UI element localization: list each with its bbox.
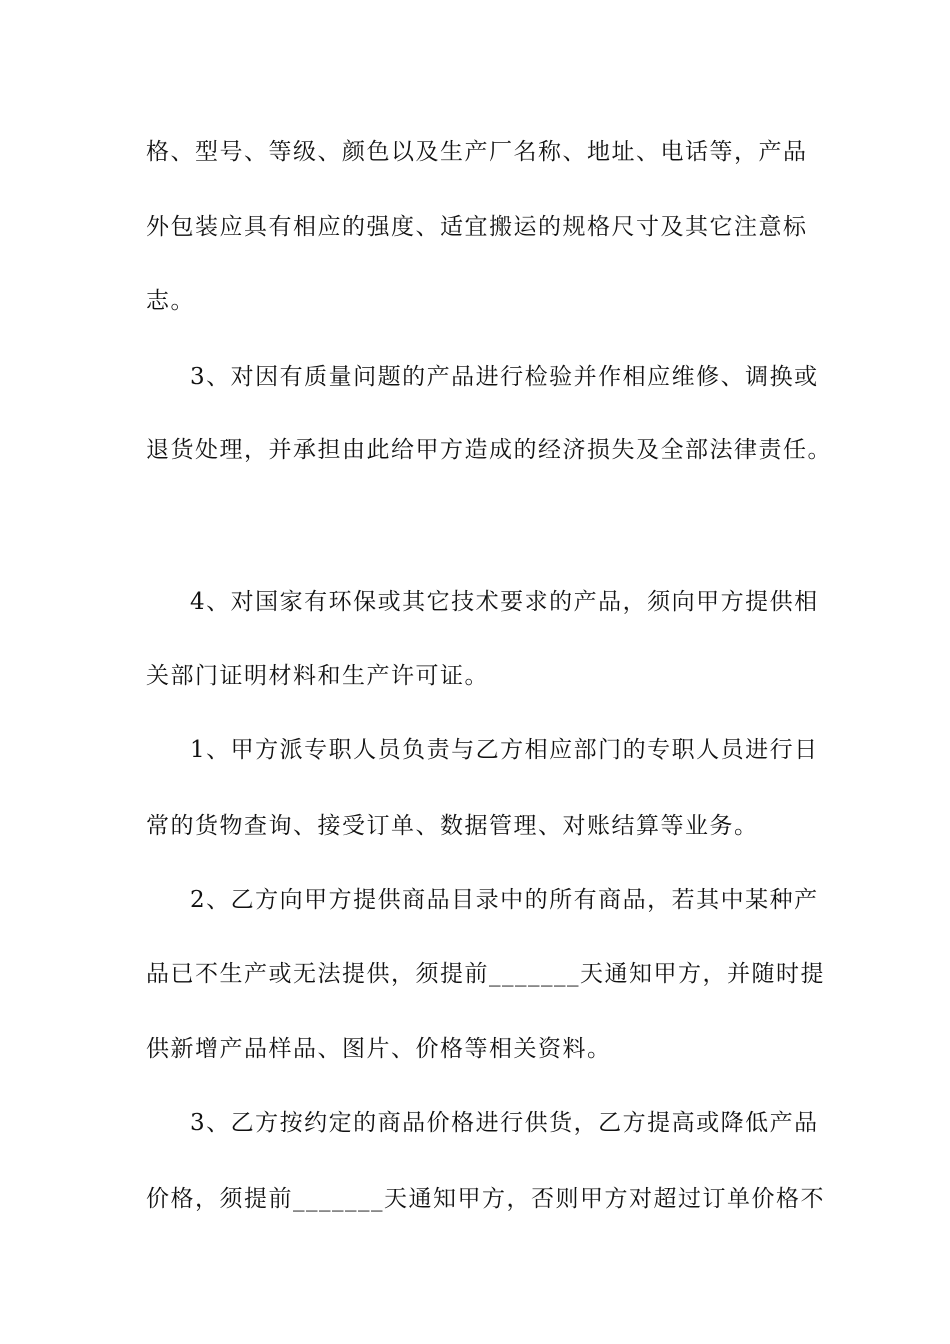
- text-line: 常的货物查询、接受订单、数据管理、对账结算等业务。: [146, 813, 759, 839]
- text-line: 志。: [146, 288, 195, 314]
- paragraph-start-line: 2、乙方向甲方提供商品目录中的所有商品，若其中某种产: [190, 887, 819, 913]
- text-line: 退货处理，并承担由此给甲方造成的经济损失及全部法律责任。: [146, 437, 832, 463]
- paragraph-start-line: 4、对国家有环保或其它技术要求的产品，须向甲方提供相: [190, 589, 819, 615]
- text-line: 价格，须提前_______天通知甲方，否则甲方对超过订单价格不: [146, 1186, 825, 1212]
- text-line: 品已不生产或无法提供，须提前_______天通知甲方，并随时提: [146, 961, 825, 987]
- text-line: 供新增产品样品、图片、价格等相关资料。: [146, 1036, 612, 1062]
- text-line: 外包装应具有相应的强度、适宜搬运的规格尺寸及其它注意标: [146, 214, 808, 240]
- paragraph-start-line: 1、甲方派专职人员负责与乙方相应部门的专职人员进行日: [190, 737, 819, 763]
- paragraph-start-line: 3、对因有质量问题的产品进行检验并作相应维修、调换或: [190, 364, 819, 390]
- text-line: 关部门证明材料和生产许可证。: [146, 663, 489, 689]
- paragraph-start-line: 3、乙方按约定的商品价格进行供货，乙方提高或降低产品: [190, 1110, 819, 1136]
- text-line: 格、型号、等级、颜色以及生产厂名称、地址、电话等，产品: [146, 139, 808, 165]
